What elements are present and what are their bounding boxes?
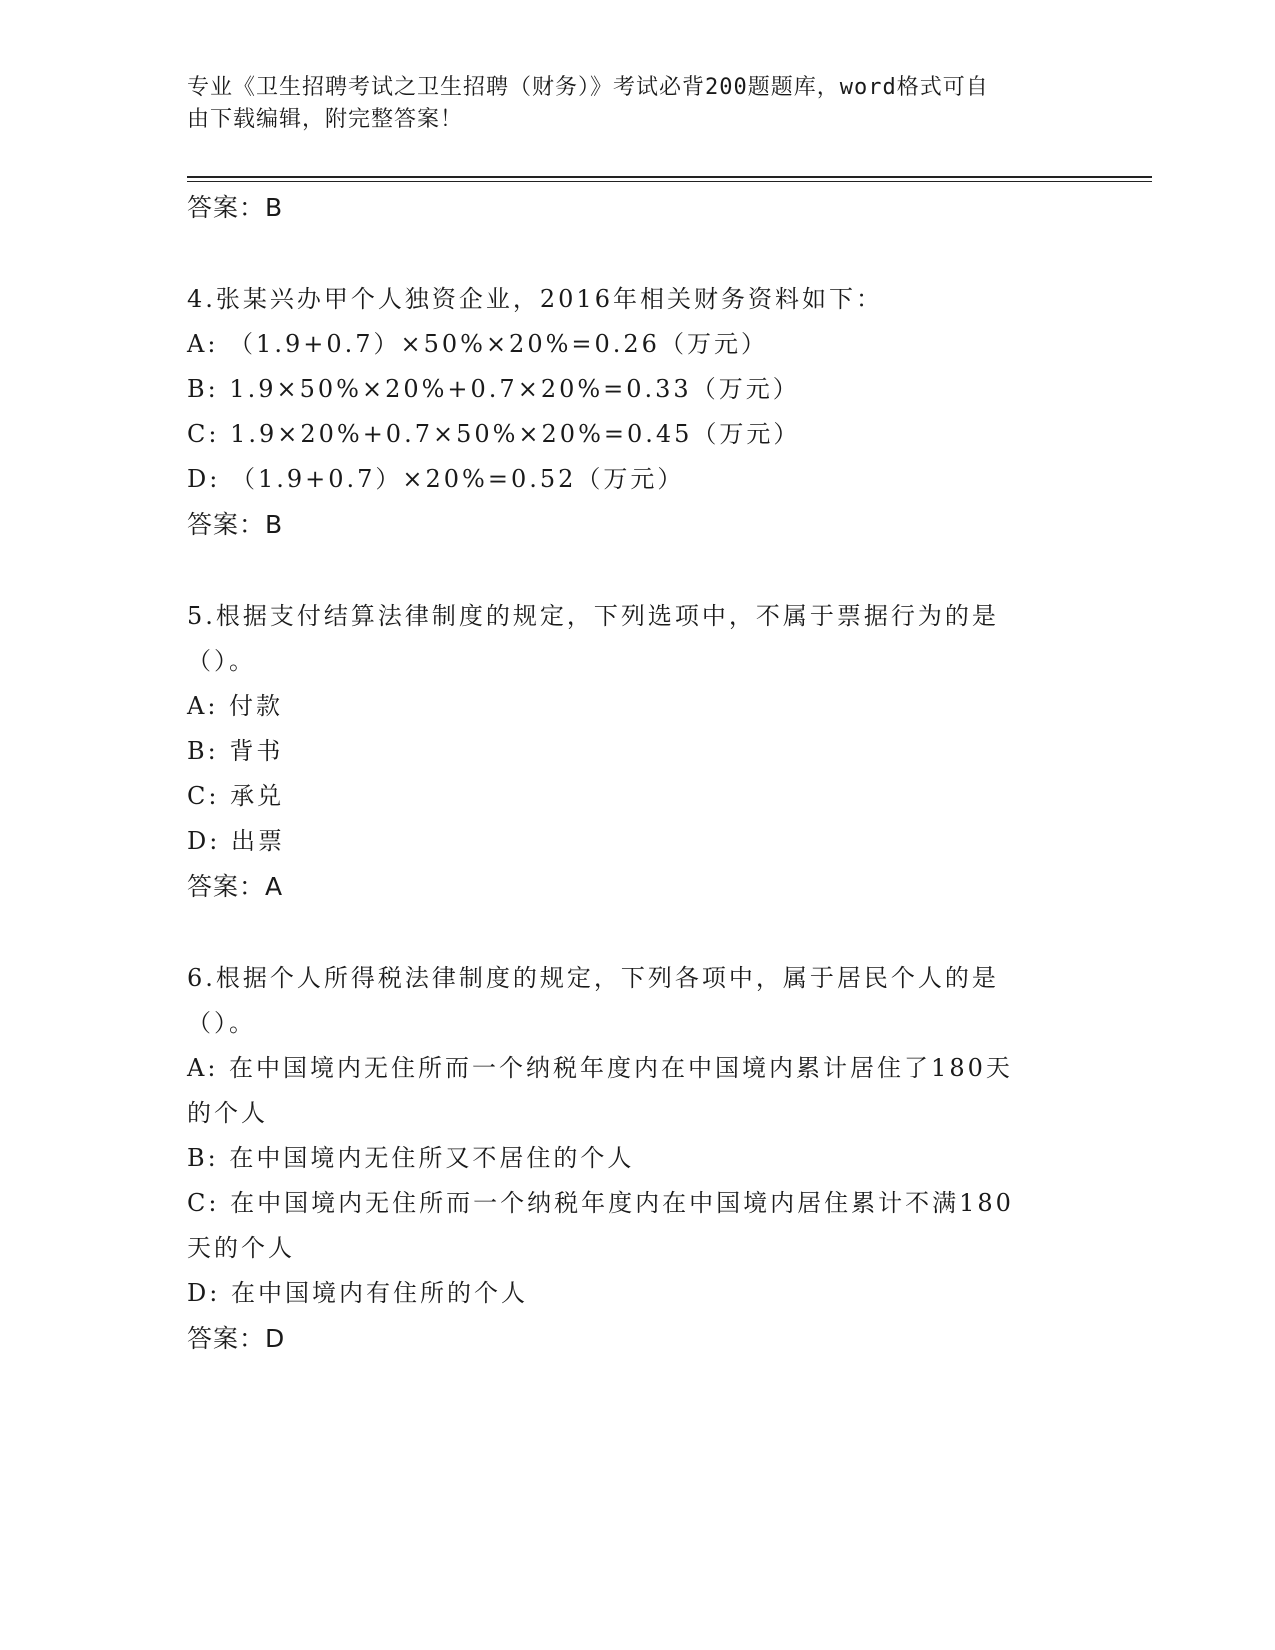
header-line-2: 由下载编辑，附完整答案！	[187, 107, 464, 132]
option-d: D: （1.9+0.7）×20%=0.52（万元）	[187, 465, 685, 493]
question-stem: 4.张某兴办甲个人独资企业，2016年相关财务资料如下：	[187, 285, 883, 313]
header-line-1: 专业《卫生招聘考试之卫生招聘（财务）》考试必背200题题库，word格式可自	[187, 75, 989, 100]
option-a: A: （1.9+0.7）×50%×20%=0.26（万元）	[187, 330, 768, 358]
document-header	[187, 72, 1067, 136]
question-list	[187, 185, 1087, 1362]
header-divider-thin	[187, 181, 1152, 182]
spacer	[187, 548, 1087, 594]
question-stem-line-2: （）。	[187, 647, 256, 675]
previous-answer: 答案：B	[187, 193, 284, 222]
option-b: B: 在中国境内无住所又不居住的个人	[187, 1144, 635, 1172]
option-c-line-2: 天的个人	[187, 1234, 295, 1262]
question-6	[187, 956, 1087, 1362]
question-stem-line-1: 5.根据支付结算法律制度的规定，下列选项中，不属于票据行为的是	[187, 602, 999, 630]
spacer	[187, 910, 1087, 956]
option-d: D: 在中国境内有住所的个人	[187, 1279, 528, 1307]
option-c: C: 1.9×20%+0.7×50%×20%=0.45（万元）	[187, 420, 801, 448]
question-5	[187, 594, 1087, 910]
option-c-line-1: C: 在中国境内无住所而一个纳税年度内在中国境内居住累计不满180	[187, 1189, 1014, 1217]
option-a-line-2: 的个人	[187, 1099, 268, 1127]
header-divider-thick	[187, 176, 1152, 178]
spacer	[187, 231, 1087, 277]
question-4	[187, 277, 1087, 548]
option-b: B: 背书	[187, 737, 284, 765]
question-stem-line-1: 6.根据个人所得税法律制度的规定，下列各项中，属于居民个人的是	[187, 964, 999, 992]
option-c: C: 承兑	[187, 782, 285, 810]
answer: 答案：B	[187, 510, 284, 539]
answer: 答案：A	[187, 872, 284, 901]
option-a-line-1: A: 在中国境内无住所而一个纳税年度内在中国境内累计居住了180天	[187, 1054, 1013, 1082]
option-d: D: 出票	[187, 827, 285, 855]
question-stem-line-2: （）。	[187, 1009, 256, 1037]
option-a: A: 付款	[187, 692, 284, 720]
answer: 答案：D	[187, 1324, 286, 1353]
option-b: B: 1.9×50%×20%+0.7×20%=0.33（万元）	[187, 375, 800, 403]
